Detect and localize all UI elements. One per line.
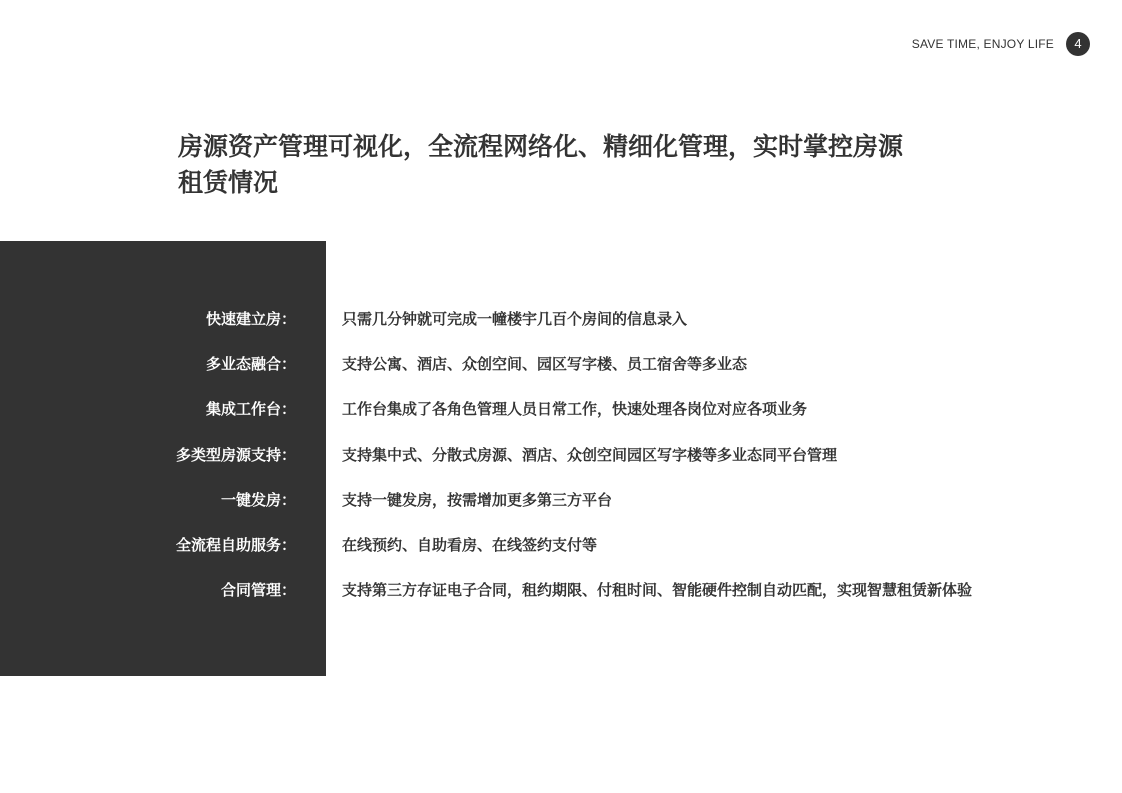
feature-label: 合同管理： xyxy=(220,581,296,600)
feature-label: 集成工作台： xyxy=(205,400,296,419)
feature-description: 支持公寓、酒店、众创空间、园区写字楼、员工宿舍等多业态 xyxy=(342,355,748,374)
feature-row-contract-management xyxy=(0,567,1122,612)
feature-label: 多类型房源支持： xyxy=(175,445,296,464)
feature-description: 支持第三方存证电子合同，租约期限、付租时间、智能硬件控制自动匹配，实现智慧租赁新体验 xyxy=(342,581,973,600)
feature-row-self-service xyxy=(0,522,1122,567)
page-number-badge: 4 xyxy=(1066,32,1090,56)
feature-label: 多业态融合： xyxy=(205,355,296,374)
page-title-line-2: 租赁情况 xyxy=(178,168,279,197)
page-title-line-1: 房源资产管理可视化，全流程网络化、精细化管理，实时掌控房源 xyxy=(178,132,904,161)
feature-row-one-click-publish xyxy=(0,477,1122,522)
feature-label: 快速建立房： xyxy=(205,310,296,328)
feature-row-property-types xyxy=(0,432,1122,477)
tagline: SAVE TIME, ENJOY LIFE xyxy=(911,36,1054,51)
feature-description: 在线预约、自助看房、在线签约支付等 xyxy=(342,535,598,554)
feature-row-multi-format xyxy=(0,341,1122,386)
feature-label: 一键发房： xyxy=(220,490,296,509)
page-title xyxy=(178,129,978,201)
page-header xyxy=(912,31,1090,56)
feature-row-quick-setup xyxy=(0,296,1122,341)
feature-row-workbench xyxy=(0,386,1122,431)
feature-label: 全流程自助服务： xyxy=(175,535,296,554)
feature-description: 支持集中式、分散式房源、酒店、众创空间园区写字楼等多业态同平台管理 xyxy=(342,445,838,464)
feature-list xyxy=(0,296,1122,612)
feature-description: 支持一键发房，按需增加更多第三方平台 xyxy=(342,490,613,509)
feature-description: 只需几分钟就可完成一幢楼宇几百个房间的信息录入 xyxy=(342,310,688,328)
feature-description: 工作台集成了各角色管理人员日常工作，快速处理各岗位对应各项业务 xyxy=(342,400,808,419)
